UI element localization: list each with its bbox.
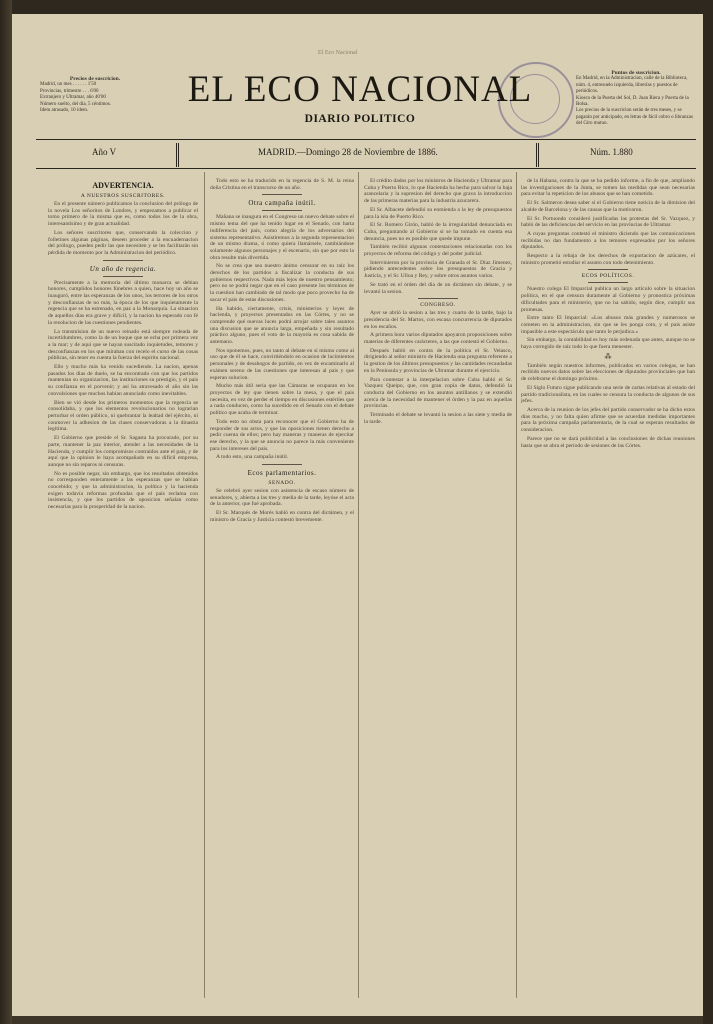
year-label: Año V xyxy=(92,147,117,157)
article-paragraph: Se trató en el órden del dia de un dictámen sin debate, y se levantó la sesion. xyxy=(364,281,512,295)
section-paragraph: Acerca de la reunion de los jefes del partido conservador se ha dicho estos días mucho, y no falta quien afirme que se acuerdan medidas importantes para la próxima campaña parlamentaria, de la cual se esperan resultados de consideracion. xyxy=(521,406,695,434)
column-divider xyxy=(358,172,359,998)
divider-rule xyxy=(262,194,302,195)
masthead-subtitle: DIARIO POLITICO xyxy=(304,113,416,125)
article-paragraph: Todo esto no obsta para reconocer que el Gobierno ha de responder de sus actos, y que las oposiciones tienen derecho a pedir cuenta de ellos; pero hay maneras y maneras de ejercitar ese derecho, y la que se anuncia no parece la más conveniente para los intereses del pais. xyxy=(210,418,354,452)
article-paragraph: El Sr. Salmeron desea saber si el Gobierno tiene noticia de la dimision del alcalde de Barcelona y de las causas que la motivaron. xyxy=(521,200,695,213)
column-2 xyxy=(210,178,354,998)
section-paragraph: El Siglo Futuro sigue publicando una serie de cartas relativas al estado del partido tradicionalista, en las cuales se censura la conducta de algunos de sus jefes. xyxy=(521,384,695,405)
section-paragraph: El Sr. Marqués de Morés habló en contra del dictámen, y el ministro de Gracia y Justicia contestó brevemente. xyxy=(210,510,354,523)
divider-rule xyxy=(103,276,143,277)
section-title: CONGRESO. xyxy=(420,302,456,309)
section-title: ECOS POLÍTICOS. xyxy=(581,273,635,280)
intro-paragraph: Todo esto se ha traducido en la regencia de S. M. la reina doña Cristina en el transcurso de un año. xyxy=(210,178,354,191)
dateline-divider xyxy=(536,143,539,167)
points-line: Los precios de la suscricion serán de tres meses, y se pagarán por anticipado, en letras de fácil cobro o libranzas del Giro mutuo. xyxy=(576,108,693,127)
article-paragraph: El Sr. Romero Girón, habló de la irregularidad denunciada en Cuba, preguntando al Gobierno si se ha tomado en cuenta esa denuncia, pues no es posible que quede impune. xyxy=(364,222,512,242)
article-paragraph: Ha habido, ciertamente, crisis, ministerios y leyes de hacienda, y proyectos presentados en las Córtes, y no se comprende qué nuevas luces podrá arrojar sobre tales asuntos una discusion que se anuncia larga, empeñada y sin resultado práctico alguno, pues el voto de la mayoría es cosa sabida de antemano. xyxy=(210,305,354,346)
notice-paragraph: Los señores suscritores que, conservando la coleccion y folletines algunas páginas, deseen proceder a la encuadernacion del prólogo, pueden pedir las que necesiten y se les facilitarán sin pérdida de momento por la Administracion del periódico. xyxy=(48,229,198,256)
article-paragraph: El crédito dados por los ministros de Hacienda y Ultramar para Cuba y Puerto Rico, lo que Hacienda ha hecho para salvar la baja arancelaria y la supresion del derecho que grava la introduccion de las primeras materias para la industria azucarera. xyxy=(364,178,512,205)
article-paragraph: Bien se vió desde los primeros momentos que la regencia se consolidaba, y que los elementos revolucionarios no lograrian perturbar el orden público, ni quebrantar la lealtad del ejército, ni conmover la adhesion de las clases conservadoras a la dinastía legítima. xyxy=(48,399,198,433)
section-paragraph: Sin embargo, la contabilidad es hoy más ordenada que antes, aunque no se haya corregido de raíz todo lo que fuera menester. xyxy=(521,337,695,351)
article-title: Otra campaña inútil. xyxy=(248,199,316,208)
column-3 xyxy=(364,178,512,998)
subscription-line: Madrid, un mes . . . . . . 1'50 xyxy=(40,82,97,88)
section-paragraph: Terminado el debate se levantó la sesion a las siete y media de la tarde. xyxy=(364,412,512,425)
points-title: Puntos de suscricion. xyxy=(611,70,661,76)
subscription-points-box xyxy=(576,70,696,128)
column-4 xyxy=(521,178,695,998)
points-line: En Madrid, en la Administracion, calle de la Biblioteca, núm. 4, entresuelo izquierda, librerías y puestos de periódicos. xyxy=(576,76,688,95)
divider-rule xyxy=(418,298,458,299)
article-paragraph: La transmision de un nuevo reinado está siempre rodeada de incertidumbres, como la de un buque que se echa por primera vez a la mar; y de aquí que se hayan suscitado inquietudes, temores y desconfianzas en los que miraban con recelo el curso de las cosas públicas, sin tener en cuenta la fuerza del espíritu nacional. xyxy=(48,328,198,362)
section-title: Ecos parlamentarios. xyxy=(247,469,317,478)
subscription-line: Provincias, trimestre . . . 6'00 xyxy=(40,88,99,94)
article-paragraph: de la Habana, contra la que se ha pedido informe, a fin de que, ampliando las investigaciones de la Junta, se tomen las medidas que sean necesarias para evitar la repeticion de los abusos que se han cometido. xyxy=(521,178,695,198)
section-paragraph: Después habló en contra de la política el Sr. Velasco, dirigiendo al señor ministro de Hacienda una pregunta referente a la gestion de los últimos presupuestos y las cantidades recaudadas en la Península y provincias de Ultramar durante el ejercicio. xyxy=(364,347,512,374)
masthead-rule-bottom xyxy=(36,168,696,169)
article-paragraph: No se crea que sea nuestro ánimo censurar en su raíz los derechos de los partidos a fiscalizar la conducta de sus gobiernos respectivos. Nada más lejos de nuestro pensamiento; pero no se podrá negar que en el caso presente los términos de la cuestion han cambiado de tal modo que poco provecho ha de sacar el pais de estas discusiones. xyxy=(210,263,354,303)
points-line: Kiosco de la Puerta del Sol, D. Juan Riera y Puerta de la Bolsa. xyxy=(576,95,689,108)
article-paragraph: A cuyas preguntas contestó el ministro diciendo que las comunicaciones recibidas no dan fundamento a los temores expresados por los señores diputados. xyxy=(521,230,695,251)
article-paragraph: No es posible negar, sin embargo, que los resultados obtenidos no corresponden enteramente a las esperanzas que se habian concebido; y que la administracion, la política y la hacienda exigen todavía reformas profundas que el pais reclama con insistencia, y que los partidos de oposicion señalan como necesarias para la prosperidad de la nacion. xyxy=(48,470,198,511)
notice-title: ADVERTENCIA. xyxy=(92,181,154,190)
article-paragraph: Ello y mucho más ha venido sucediendo. La nacion, apenas pasados los dias de duelo, se ha encontrado con que los partidos mantenian su organizacion, las instituciones su prestigio, y el pais su confianza en el porvenir; y así ha atravesado el año sin las convulsiones que muchos habian anunciado como inevitables. xyxy=(48,364,198,397)
dateline: MADRID.—Domingo 28 de Noviembre de 1886. xyxy=(258,147,438,157)
article-paragraph: Intervinieron por la provincia de Granada el Sr. Díaz Jimenez, pidiendo antecedentes sobre los presupuestos de Gracia y Justicia, y el Sr. Ulloa y Rey, y sobre otros asuntos varios. xyxy=(364,259,512,280)
scan-right-edge xyxy=(703,0,713,1024)
subsection-title: SENADO. xyxy=(268,480,296,487)
section-paragraph: A primera hora varios diputados apoyaron proposiciones sobre materias de diferentes carácteres, a las que contestó el Gobierno. xyxy=(364,332,512,346)
column-1 xyxy=(48,178,198,998)
section-paragraph: Se celebró ayer sesion con asistencia de escaso número de senadores, y, abierta a las tres y media de la tarde, leyóse el acta de la anterior, que fué aprobada. xyxy=(210,488,354,508)
article-paragraph: A todo esto, una campaña inútil. xyxy=(216,454,289,461)
column-divider xyxy=(516,172,517,998)
section-paragraph: Nuestro colega El Imparcial publica un largo artículo sobre la situacion política, en el que censura duramente al Gobierno y pronostica próximas dificultades para el ministerio, que no ha sabido, según dice, cumplir sus promesas. xyxy=(521,286,695,313)
divider-rule xyxy=(262,210,302,211)
page-folio: El Eco Nacional xyxy=(318,50,358,56)
binding-gutter xyxy=(0,0,12,1024)
subscription-line: Número suelto, del día, 5 céntimos. xyxy=(40,101,112,107)
section-paragraph: Parece que no se dará publicidad a las conclusiones de dichas reuniones hasta que se abra el período de sesiones de las Córtes. xyxy=(521,435,695,449)
section-paragraph: Para contestar a la interpelacion sobre Cuba habló el Sr. Vazquez Queipo, que, con gran copia de datos, defendió la conducta del Gobierno en los asuntos antillanos y se extendió acerca de la necesidad de mantener el órden y la paz en aquellas provincias. xyxy=(364,376,512,410)
subscription-prices-box xyxy=(40,76,150,114)
subscription-title: Precios de suscricion. xyxy=(69,76,121,82)
article-paragraph: El Gobierno que preside el Sr. Sagasta ha procurado, por su parte, mantener la paz interior, atender a las necesidades de la Hacienda, y cumplir los compromisos contraidos ante el pais, y de aquí que la opinion le haya acompañado en su difícil empresa, aunque no sin reparos ni censuras. xyxy=(48,435,198,468)
asterism-ornament: ⁂ xyxy=(604,352,612,361)
notice-subtitle: A NUESTROS SUSCRITORES. xyxy=(80,193,166,199)
section-paragraph: También según nuestros informes, publicados en varios colegas, se han recibido nuevos datos sobre las elecciones de diputados provinciales que han de celebrarse el domingo próximo. xyxy=(521,362,695,383)
divider-rule xyxy=(103,260,143,261)
section-paragraph: Ayer se abrió la sesion a las tres y cuarto de la tarde, bajo la presidencia del Sr. Martos, con escasa concurrencia de diputados en los escaños. xyxy=(364,310,512,330)
divider-rule xyxy=(588,269,628,270)
subscription-line: Extranjero y Ultramar, año 40'00 xyxy=(40,95,106,101)
article-paragraph: Mañana se inaugura en el Congreso un nuevo debate sobre el mismo tema del que ha tenido lugar en el Senado, con harta indiferencia del país, como alegría de los adversarios del sistema representativo. Asistiremos a la segunda representacion de un mismo drama, ó como quiera llamársele, cambiándose solamente algunos personajes y el escenario, sin que por esto la obra resulte más divertida. xyxy=(210,214,354,261)
issue-number: Núm. 1.880 xyxy=(590,147,633,157)
article-paragraph: Precisamente a la memoria del último monarca se debian honores, cumplidos honores fúnebres a quien, hace hoy un año se inauguró, entre las esperanzas de los unos, los terrores de los otros y desconfianzas de no más, la época de los que inquietamente la regencia que se ha estrenado, en paz a la Monarquía. La situacion de aquellos días era grave y difícil, y la nacion ha esperado con fé la resolucion de las cuestiones pendientes. xyxy=(48,279,198,326)
dateline-divider xyxy=(176,143,179,167)
article-paragraph: También recibió algunas contestaciones relacionadas con los proyectos de reforma del código y del poder judicial. xyxy=(364,244,512,258)
article-paragraph: Nos oponemos, pues, no tanto al debate en sí mismo como al uso que de él se hace, convirtiéndolo en ocasion de lucimientos personales y de desahogos de partido, en vez de encaminarlo al exámen sereno de las cuestiones que interesan al pais y que esperan solucion. xyxy=(210,347,354,381)
column-divider xyxy=(204,172,205,998)
masthead-title: EL ECO NACIONAL xyxy=(187,69,533,110)
section-paragraph: Entre tanto El Imparcial: «Los abusos más grandes y numerosos se cometen en la administracion, sin que se les ponga coto, y el pais asiste impasible a este espectáculo que tanto le perjudica.» xyxy=(521,315,695,335)
article-title: Un año de regencia. xyxy=(89,264,157,273)
divider-rule xyxy=(262,464,302,465)
article-paragraph: Mucho más útil seria que las Cámaras se ocuparan en los proyectos de ley que tienen sobre la mesa, y que el pais necesita, en vez de perder el tiempo en discusiones estériles que a nada conducen, como ha sucedido en el Senado con el debate político que acaba de terminar. xyxy=(210,383,354,417)
article-paragraph: Respecto a la rebaja de los derechos de exportacion de azúcares, el ministro prometió estudiar el asunto con todo detenimiento. xyxy=(521,253,695,266)
article-paragraph: El Sr. Portuondo consideró justificadas las protestas del Sr. Vazquez, y habló de las deficiencias del servicio en las provincias de Ultramar. xyxy=(521,215,695,229)
subscription-line: Idem atrasado, 10 ídem. xyxy=(40,108,89,114)
divider-rule xyxy=(588,282,628,283)
notice-paragraph: En el presente número publicamos la conclusion del prólogo de la novela Los señoritos de Londres, y empezamos a publicar el tomo primero de la misma que es, como todos los de la obra, interesantísimo y de gran actualidad. xyxy=(48,201,198,228)
scan-top-edge xyxy=(12,0,703,14)
masthead-rule-top xyxy=(36,139,696,140)
article-paragraph: El Sr. Albacete defendió su enmienda a la ley de presupuestos para la isla de Puerto Rico. xyxy=(364,206,512,220)
